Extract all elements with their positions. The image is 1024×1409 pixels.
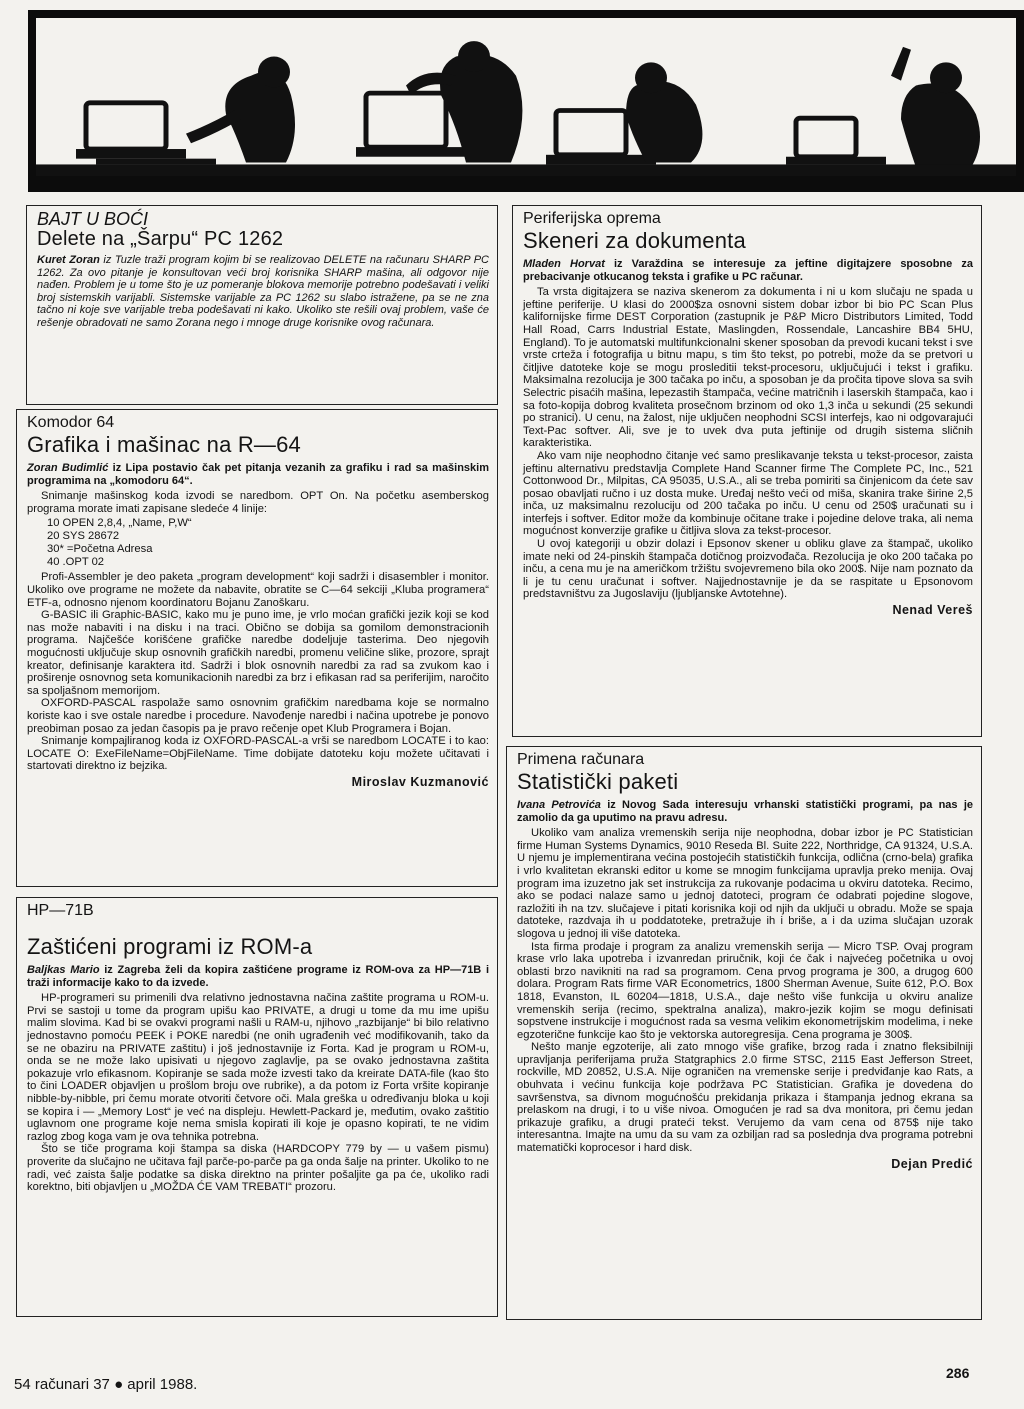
article-statisticki-paketi (506, 746, 982, 1320)
article-lead (517, 799, 973, 824)
lead-text: iz Novog Sada interesuju vrhanski statistički programi, pa nas je zamolio da ga uputimo na pravu adresu. (517, 799, 973, 824)
lead-author: Kuret Zoran (37, 254, 100, 266)
paragraph: Ako vam nije neophodno čitanje već samo preslikavanje teksta u tekst-procesor, zaista jeftinu alternativu predstavlja Complete Hand Scanner firme The Complete PC, Inc., 521 Cottonwood Dr., Milpitas, CA 95035, U.S.A., ali se treba pomiriti sa činjenicom da ćete sav posao obavljati ručno i uz dosta muke. Uređaj nešto veći od miša, skanira trake širine 2,5 inča, uz maksimalnu rezoluciju od 200 tačaka po inču. U cenu od 250$ uračunati su i interfejs i softver. Editor može da kombinuje očitane trake i pojedine delove traka, ali nema mogućnost konverzije grafike u čitljiva slova za tekst-procesor. (523, 449, 973, 538)
code-line: 40 .OPT 02 (47, 556, 105, 569)
section-kicker: Periferijska oprema (523, 210, 661, 227)
computer-users-illustration (36, 18, 1016, 176)
paragraph: Što se tiče programa koji štampa sa diska (HARDCOPY 779 by — u vašem pismu) proverite da slučajno ne učitava fajl parče-po-parče pa ga onda šalje na printer. Ukoliko to ne radi, već zaista šalje podatke sa diska direktno na printer pošaljite ga pa će, ukoliko radi korektno, biti objavljen u „MOŽDA ĆE VAM TREBATI“ prozoru. (27, 1143, 489, 1194)
article-title: Grafika i mašinac na R—64 (27, 432, 301, 457)
article-title: Delete na „Šarpu“ PC 1262 (37, 228, 284, 250)
paragraph: Profi-Assembler je deo paketa „program development“ koji sadrži i disasembler i monitor. Ukoliko ove programe ne možete da nabavite, obratite se C—64 sekciji „Kluba programera“ ETF-a, odnosno njenom koordinatoru Bojanu Zanoškaru. (27, 571, 489, 609)
author-signature: Dejan Predić (891, 1156, 973, 1171)
lead-text: iz Zagreba želi da kopira zaštićene programe iz ROM-ova za HP—71B i traži informacije kako to da izvede. (27, 964, 489, 989)
paragraph: OXFORD-PASCAL raspolaže samo osnovnim grafičkim naredbama koje se normalno koriste kao i sve ostale naredbe i procedure. Navođenje naredbi i načina upotrebe je ponovo preobiman posao za jedan časopis pa je pravo rečenje opet Klub Programera i Bojan. (27, 697, 489, 735)
code-line: 30* =Početna Adresa (47, 543, 153, 556)
lead-text: iz Lipa postavio čak pet pitanja vezanih za grafiku i rad sa mašinskim programima na „komodoru 64“. (27, 462, 490, 487)
article-title: Zaštićeni programi iz ROM-a (27, 934, 313, 959)
paragraph: G-BASIC ili Graphic-BASIC, kako mu je puno ime, je vrlo moćan grafički jezik koji se kod nas može nabaviti i na disku i na traci. Obično se dobija sa gomilom demonstracionih programa. Najčešće korišćene grafičke naredbe dodeljuje tasterima. Deo njegovih mogućnosti uključuje skup osnovnih grafičkih naredbi, promenu veličine slike, prozore, sprajt kreator, definisanje karaktera itd. Sadrži i blok osnovnih naredbi za rad sa zvukom kao i proširenje osnovnog seta komunikacionih naredbi za brz i efikasan rad sa periferijim, naročito sa spoljašnom memorijom. (27, 609, 489, 697)
lead-text: iz Tuzle traži program kojim bi se realizovao DELETE na računaru SHARP PC 1262. Za ovo pitanje je konsultovan veći broj korisnika SHARP mašina, ali odgovor nije nađen. Problem je u tome što je uz pomeranje blokova memorije potrebno podešavati i veliki broj sistemskih varijabli. Sistemske varijable za PC 1262 su slabo istražene, pa se ne zna tačno ni koje sve varijable treba podešavati ni kako. Ukoliko ste rešili ovaj problem, vaše će rešenje obradovati ne samo Zorana nego i mnoge druge korisnike ovog računara. (37, 254, 489, 329)
section-kicker: Primena računara (517, 751, 645, 768)
article-skeneri (512, 205, 982, 737)
paragraph: Ista firma prodaje i program za analizu vremenskih serija — Micro TSP. Ovaj program krase vrlo laka upotreba i izvanredan priručnik, koji će čak i najvećeg početnika u ovoj oblasti brzo navikniti na rad sa programom. Cena prvog programa je 300, a drugog 600 dolara. Program Rats firme VAR Econometrics, 1800 Sherman Avenue, Suite 612, P.O. Box 1818, Evanston, IL 60204—1818, U.S.A., daje nešto više funkcija u okviru analize vremenskih serija (recimo, spektralna analiza), makro-jezik kojim se mogu definisati sopstvene instrukcije i mogućnost rada sa vesma velikim ekonometrijskim modelima, i neke egzoterične funkcije kao što je vektorska autoregresija. Cena programa je 300$. (517, 940, 973, 1041)
page-footer-issue: 54 računari 37 ● april 1988. (14, 1376, 198, 1393)
lead-author: Zoran Budimlić (27, 462, 109, 474)
article-lead (523, 258, 973, 283)
paragraph: Snimanje kompajliranog koda iz OXFORD-PASCAL-a vrši se naredbom LOCATE i to kao: LOCATE O: ExeFileName=ObjFileName. Time dobijate datoteku koju možete učitavati i startovati direktno iz bejzika. (27, 735, 489, 773)
article-lead (27, 462, 489, 487)
article-title: Skeneri za dokumenta (523, 228, 746, 253)
article-lead (27, 964, 489, 989)
header-illustration (28, 10, 1024, 192)
lead-text: iz Varaždina se interesuje za jeftine digitajzere sposobne za prebacivanje otkucanog teksta i grafike u PC računar. (523, 258, 973, 283)
author-signature: Miroslav Kuzmanović (351, 774, 489, 789)
article-bajt-u-boci (26, 205, 498, 405)
paragraph: U ovoj kategoriji u obzir dolazi i Epsonov skener u obliku glave za štampač, ukoliko imate neki od 24-pinskih štampača dotičnog proizvođača. Rezolucija je oko 200 tačaka po inču, a cena mu je na američkom tržištu svojevremeno bila oko 200$. Nije nam poznato da li je tu cenu uračunat i softver. Najjednostavnije je da se raspitate u Epsonovom predstavništvu za Jugoslaviju (ljubljanske Avtotehne). (523, 538, 973, 601)
lead-author: Baljkas Mario (27, 964, 100, 976)
section-kicker: BAJT U BOĆI (37, 209, 149, 229)
code-line: 20 SYS 28672 (47, 530, 120, 543)
code-listing (47, 517, 489, 569)
article-hp-71b (16, 897, 498, 1317)
paragraph: Ukoliko vam analiza vremenskih serija nije neophodna, dobar izbor je PC Statistician firme Human Systems Dynamics, 9010 Reseda Bl. Suite 222, Northridge, CA 91324, U.S.A. U njemu je implementirana većina postojećih statističkih funkcija, odlična (crno-bela) grafika i vrlo kvalitetan ekranski editor u kome se mnogim funkcijama upravlja preko menija. Ovaj program ima izuzetno jak set instrukcija za rukovanje podacima u okviru datoteka. Recimo, ako se podaci nalaze samo u jednoj datoteci, program će odabrati pojedine slogove, razložiti ih na tzv. slučajeve i pitati korisnika koji od njih da uključi u obradu. Može se spaja datoteke, razdvaja ih u poddatoteke, pretražuje ih i briše, a i da uzima slučajan uzorak slogova u jednoj ili više datoteka. (517, 827, 973, 940)
author-signature: Nenad Vereš (892, 603, 973, 618)
article-komodor-64 (16, 409, 498, 887)
paragraph: Snimanje mašinskog koda izvodi se naredbom. OPT On. Na početku asemberskog programa morate imati zapisane sledeće 4 linije: (27, 490, 489, 515)
section-kicker: Komodor 64 (27, 414, 115, 431)
article-lead (37, 254, 489, 330)
lead-author: Ivana Petrovića (517, 799, 601, 811)
article-title: Statistički paketi (517, 769, 679, 794)
paragraph: HP-programeri su primenili dva relativno jednostavna načina zaštite programa u ROM-u. Prvi se sastoji u tome da program upišu kao PRIVATE, a drugi u tome da mu ime upišu malim slovima. Kad bi se ovakvi programi našli u RAM-u, njihovo „razbijanje“ bi bilo relativno jednostavno pomoću PEEK i POKE naredbi (ne onih ugrađenih već modifikovanih, tako da se ne obaziru na PRIVATE zaštitu) i još jednostavnije iz Forta. Kad je program u ROM-u, onda se ne može lako upisivati u njegovo zaglavlje, pa se ovako jednostavna zaštita pokazuje vrlo efikasnom. Kopiranje se sada može izvesti tako da kreirate DATA-file (kao što to čini LOADER objavljen u prošlom broju ove rubrike), a da potom iz Forta vršite kopiranje nibble-by-nibble, pri čemu morate otvoriti četvore oči. Mala greška u određivanju bloka u koji se kopira i — „Memory Lost“ je već na displeju. Hewlett-Packard je, međutim, ovako zaštitio uglavnom one programe koje nema smisla kopirati ili koje je opasno kopirati, te ne vidim razlog zbog koga vam je ova tehnika potrebna. (27, 992, 489, 1143)
lead-author: Mladen Horvat (523, 258, 605, 270)
page-number: 286 (946, 1365, 970, 1381)
section-kicker: HP—71B (27, 902, 94, 919)
paragraph: Ta vrsta digitajzera se naziva skenerom za dokumenta i ni u kom slučaju ne spada u jeftine periferije. U klasi do 2000$za osnovni sistem dobar izbor bi bio PC Scan Plus kalifornijske firme DEST Corporation (zastupnik je P&P Micro Distributors Limited, Todd Hall Road, Carrs Industrial Estate, Maslingden, Rossendale, Lancashire BB4 5HU, England). To je automatski multifunkcionalni skener sposoban da prevodi kucani tekst i sve vrste crteža i fotografija u bitnu mapu, s tim što tekst, po potrebi, može da se pretvori u čitljive datoteke koje se mogu prosleditii tekst-procesoru, uključujući i tekst i grafiku. Maksimalna rezolucija je 300 tačaka po inču, a sposoban je da pročita tipove slova sa svih Selectric pisaćih mašina, lepezastih štampača, većine matričnih i laserskih štampača, kao i sa foto-kopija dobrog kvaliteta prosečnom brzinom od oko 1,3 inča u sekundi (25 sekundi po stranici). U cenu, na žalost, nije uključen neophodni SCSI interfejs, kao ni odgovarajući Text-Pac softver. Ali, sve je to uvek dva puta jeftinije od drugih sistema sličnih karakteristika. (523, 286, 973, 450)
paragraph: Nešto manje egzoterije, ali zato mnogo više grafike, brzog rada i znatno fleksibilniji upravljanja periferijama pruža Statgraphics 2.0 firme STSC, 2115 East Jefferson Street, rockville, MD 20852, U.S.A. Nije ograničen na vremenske serije i predviđanje kao Rats, a obuhvata i većinu funkcija koje podržava PC Statistician. Grafika je dovedena do savršenstva, sa divnom mogućnošću prekidanja prikaza i štampanja jednog ekrana sa prelaskom na drugi, i to u više nivoa. Omogućen je rad sa dva monitora, pri čemu jedan prikazuje grafiku, a drugi prateći tekst. Verujemo da vam cena od 875$ nije tako interesantna. Imajte na umu da su vam za ozbiljan rad sa poslednja dva programa potrebni matematički koprocesor i hard disk. (517, 1041, 973, 1155)
code-line: 10 OPEN 2,8,4, „Name, P,W“ (47, 517, 192, 530)
